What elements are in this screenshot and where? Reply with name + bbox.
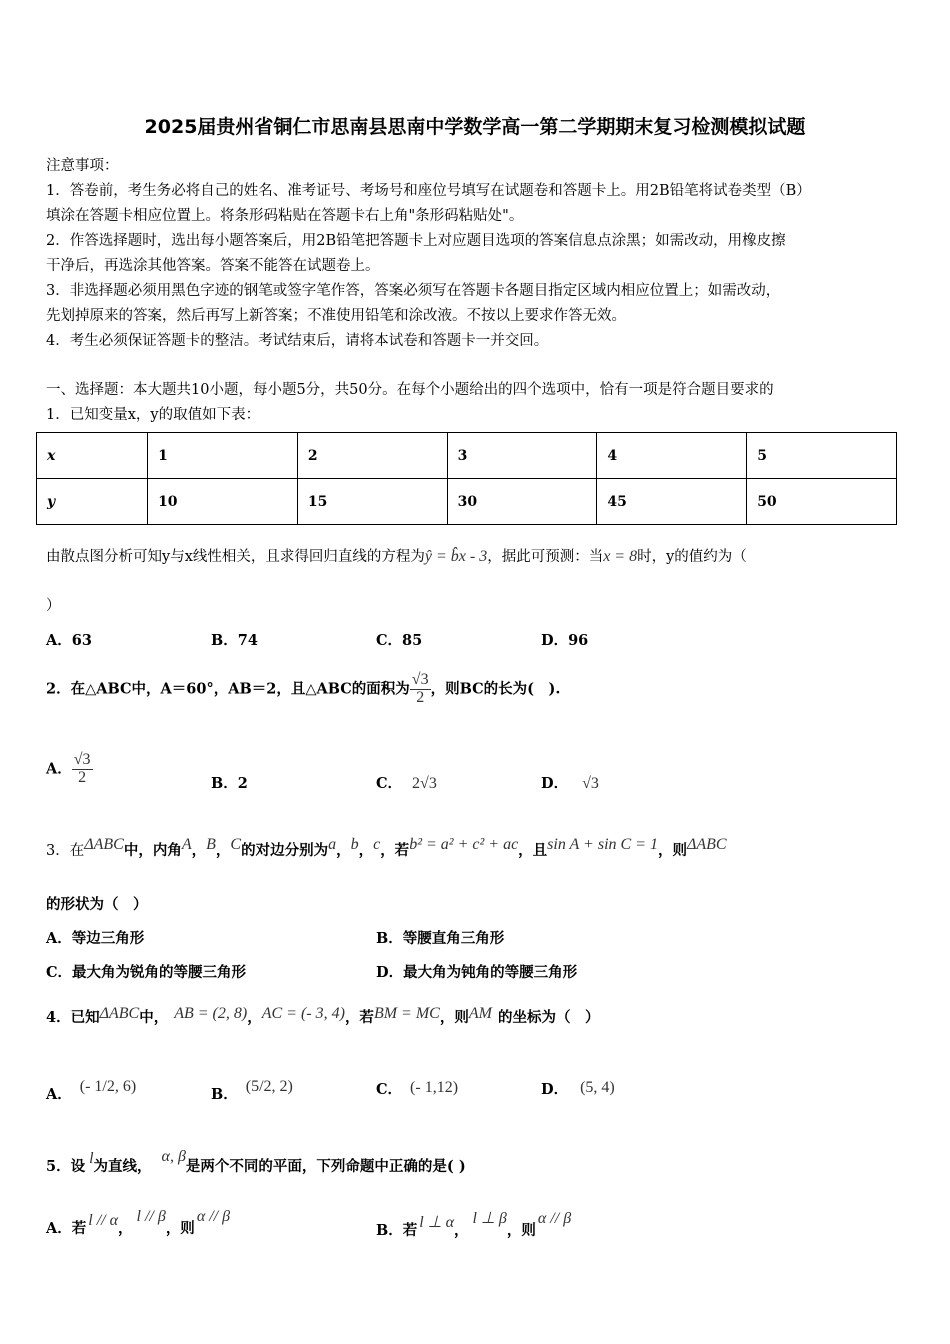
notice-line-5: 3．非选择题必须用黑色字迹的钢笔或签字笔作答，答案必须写在答题卡各题目指定区域内相应位置上；如需改动， [46, 283, 781, 299]
area-numerator: √3 [411, 671, 429, 688]
q2-option-c-label: C． [376, 775, 403, 792]
q2-option-c[interactable] [376, 772, 437, 793]
table-cell: 30 [447, 479, 597, 525]
q3-option-a[interactable]: A．等边三角形 [46, 930, 145, 947]
table-cell: 45 [597, 479, 747, 525]
q5-option-b-cond-2: l ⊥ β [472, 1210, 507, 1227]
q4-option-c-label: C． [376, 1081, 403, 1098]
q4-text-3: ，若 [344, 1009, 374, 1026]
q5-option-b-cond-1: l ⊥ α [419, 1214, 455, 1231]
angle-a: A [181, 836, 192, 853]
q1-option-c[interactable]: C．85 [376, 632, 423, 649]
q5-text-1: 5．设 [46, 1158, 86, 1175]
q1-option-b[interactable]: B．74 [211, 632, 258, 649]
q3-text-1: 3．在 [46, 843, 85, 859]
table-cell: 10 [148, 479, 298, 525]
q4-option-b[interactable] [211, 1078, 293, 1104]
q3-text-4: ，若 [380, 842, 410, 859]
side-b: b [350, 836, 359, 853]
q4-option-d-label: D． [541, 1081, 569, 1098]
vector-am: AM [468, 1005, 492, 1022]
q4-option-d[interactable] [541, 1078, 615, 1099]
x-condition: x = 8 [603, 548, 638, 565]
notice-line-2: 填涂在答题卡相应位置上。将条形码粘贴在答题卡右上角"条形码粘贴处"。 [46, 208, 524, 224]
q2-option-d-value: √3 [582, 775, 599, 792]
q1-question [46, 545, 747, 566]
q5-option-b[interactable]: B．若 l ⊥ α，l ⊥ β，则α // β [376, 1210, 572, 1239]
table-cell: 5 [747, 433, 897, 479]
vector-condition: BM = MC [373, 1005, 440, 1022]
line-l: l [89, 1150, 94, 1167]
q4-option-a[interactable] [46, 1078, 136, 1104]
q3-text-6: ，则 [657, 842, 687, 859]
side-c: c [373, 836, 381, 853]
q3-stem: 3．在ΔABC中，内角A，B，C的对边分别为a，b，c，若b² = a² + c² + ac，且sin A + sin C = 1，则ΔABC [46, 836, 727, 859]
area-fraction [410, 672, 431, 707]
table-cell: 3 [447, 433, 597, 479]
q2-text-b: ，则BC的长为( ). [430, 680, 561, 698]
q1-option-a[interactable]: A．63 [46, 632, 92, 649]
q2-option-d-label: D． [541, 775, 569, 792]
q2-text-a: 2．在△ABC中，A＝60°，AB＝2，且△ABC的面积为 [46, 680, 410, 698]
page-title: 2025届贵州省铜仁市思南县思南中学数学高一第二学期期末复习检测模拟试题 [144, 116, 806, 138]
notice-line-3: 2．作答选择题时，选出每小题答案后，用2B铅笔把答题卡上对应题目选项的答案信息点涂黑；如需改动，用橡皮擦 [46, 233, 786, 249]
q4-text-2: 中， [139, 1009, 169, 1026]
q3-text-3: 的对边分别为 [241, 842, 329, 859]
vector-ac: AC = (- 3, 4) [261, 1005, 345, 1022]
triangle-abc: ΔABC [84, 836, 124, 853]
notice-heading: 注意事项： [46, 158, 119, 174]
q2-option-a[interactable] [46, 752, 93, 787]
q1-stem: 1．已知变量x，y的取值如下表： [46, 407, 261, 423]
side-a: a [328, 836, 337, 853]
q5-option-b-result: α // β [537, 1210, 572, 1227]
q4-option-a-label: A． [46, 1086, 72, 1103]
section-heading: 一、选择题：本大题共10小题，每小题5分，共50分。在每个小题给出的四个选项中，恰有一项是符合题目要求的 [46, 382, 774, 398]
q5-stem [46, 1148, 466, 1176]
q5-option-a-then: ，则 [165, 1220, 195, 1237]
table-row [37, 479, 897, 525]
q2-option-b[interactable]: B．2 [211, 775, 248, 792]
q5-text-2: 为直线， [93, 1158, 152, 1175]
table-cell: y [37, 479, 148, 525]
q1-close: ） [46, 598, 61, 614]
q5-option-b-then: ，则 [506, 1222, 536, 1239]
q5-option-a-cond-2: l // β [136, 1208, 166, 1225]
q3-text-2: 中，内角 [123, 842, 182, 859]
q3-text-5: ，且 [518, 842, 548, 859]
q4-stem: 4．已知ΔABC中， AB = (2, 8)，AC = (- 3, 4)，若BM = MC，则AM 的坐标为（ ） [46, 1005, 600, 1026]
notice-line-1: 1．答卷前，考生务必将自己的姓名、准考证号、考场号和座位号填写在试题卷和答题卡上。用2B铅笔将试卷类型（B） [46, 183, 811, 199]
q4-option-b-value: (5/2, 2) [245, 1078, 293, 1095]
q2-option-d[interactable] [541, 772, 599, 793]
table-cell: 1 [148, 433, 298, 479]
q3-option-d[interactable]: D．最大角为钝角的等腰三角形 [376, 964, 578, 981]
q5-option-a[interactable]: A．若 l // α，l // β，则α // β [46, 1208, 231, 1237]
triangle-abc-2: ΔABC [686, 836, 727, 853]
q4-triangle: ΔABC [99, 1005, 140, 1022]
table-cell: 2 [297, 433, 447, 479]
q1-text-c: 时，y的值约为（ [637, 549, 747, 565]
table-cell: x [37, 433, 148, 479]
q5-option-a-cond-1: l // α [88, 1212, 118, 1229]
table-cell: 50 [747, 479, 897, 525]
notice-line-4: 干净后，再选涂其他答案。答案不能答在试题卷上。 [46, 258, 380, 274]
q2-stem [46, 672, 560, 707]
q4-text-5: 的坐标为（ ） [497, 1009, 600, 1026]
regression-equation: ŷ = b̂x - 3 [424, 548, 488, 565]
vector-ab: AB = (2, 8) [174, 1005, 248, 1022]
area-denominator: 2 [416, 688, 425, 706]
q2-option-a-den: 2 [78, 768, 87, 786]
q5-text-3: 是两个不同的平面，下列命题中正确的是( ) [185, 1158, 466, 1175]
q4-option-d-value: (5, 4) [580, 1079, 615, 1096]
q3-option-c[interactable]: C．最大角为锐角的等腰三角形 [46, 964, 247, 981]
equation-2: sin A + sin C = 1 [547, 836, 658, 853]
q2-option-a-num: √3 [73, 751, 91, 768]
table-cell: 15 [297, 479, 447, 525]
q4-option-b-label: B． [211, 1086, 238, 1103]
equation-1: b² = a² + c² + ac [409, 836, 519, 853]
q1-text-b: ，据此可预测：当 [487, 549, 604, 565]
planes-alpha-beta: α, β [161, 1148, 186, 1165]
angle-c: C [230, 836, 242, 853]
values-table [36, 432, 897, 525]
q1-text-a: 由散点图分析可知y与x线性相关，且求得回归直线的方程为 [46, 549, 425, 565]
q1-option-d[interactable]: D．96 [541, 632, 589, 649]
table-row [37, 433, 897, 479]
q4-option-a-value: (- 1/2, 6) [79, 1078, 137, 1095]
q5-option-a-result: α // β [196, 1208, 231, 1225]
q2-option-c-value: 2√3 [412, 775, 437, 792]
q4-option-c[interactable] [376, 1078, 458, 1099]
angle-b: B [206, 836, 216, 853]
q2-option-a-fraction [72, 752, 93, 787]
q4-option-c-value: (- 1,12) [410, 1079, 459, 1096]
q4-text-4: ，则 [439, 1009, 469, 1026]
q2-option-a-label: A． [46, 760, 72, 778]
notice-line-6: 先划掉原来的答案，然后再写上新答案；不准使用铅笔和涂改液。不按以上要求作答无效。 [46, 308, 626, 324]
q5-option-a-label: A．若 [46, 1220, 87, 1237]
q3-option-b[interactable]: B．等腰直角三角形 [376, 930, 505, 947]
q5-option-b-label: B．若 [376, 1222, 418, 1239]
q4-text-1: 4．已知 [46, 1009, 100, 1026]
notice-line-7: 4．考生必须保证答题卡的整洁。考试结束后，请将本试卷和答题卡一并交回。 [46, 333, 549, 349]
table-cell: 4 [597, 433, 747, 479]
q3-line-2: 的形状为（ ） [46, 896, 148, 913]
